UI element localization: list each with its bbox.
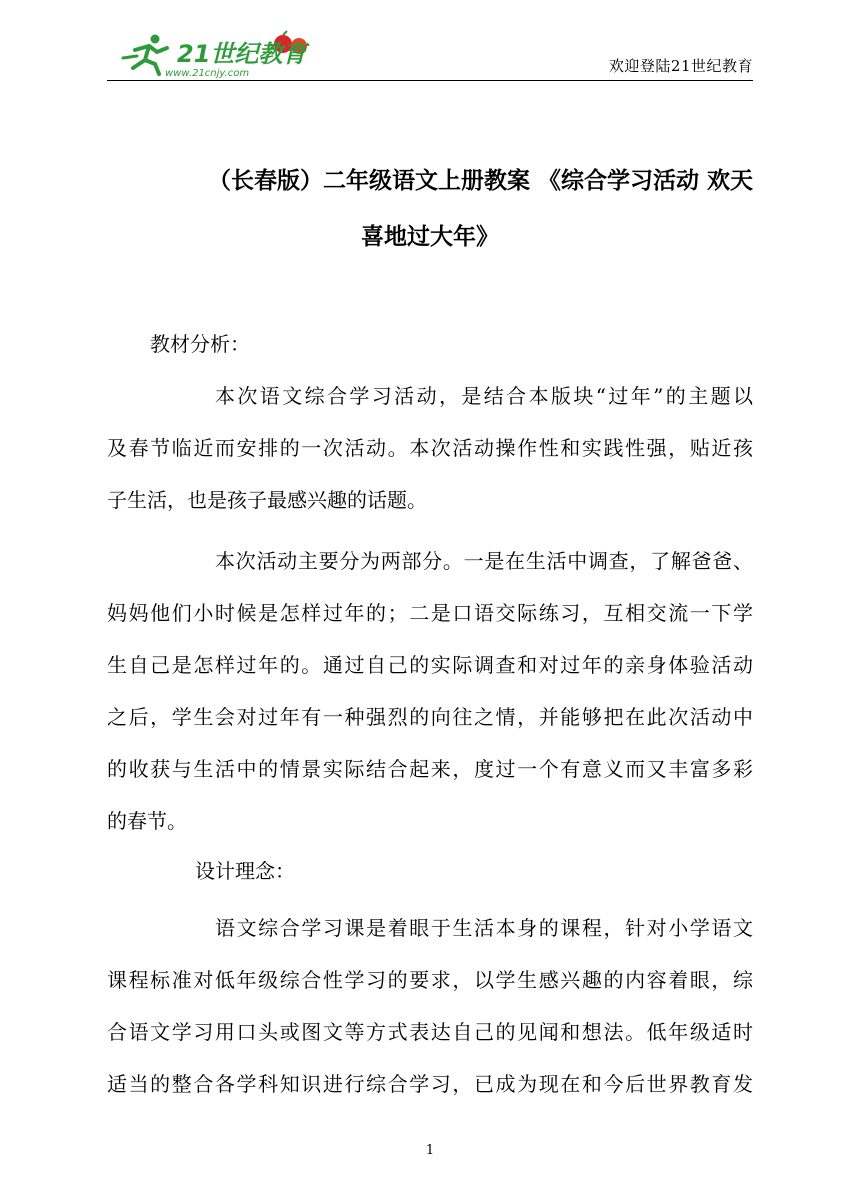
paragraph-analysis-1 (107, 370, 753, 526)
logo-figure-body (133, 46, 167, 74)
document-title-line-1: （长春版）二年级语文上册教案 《综合学习活动 欢天 (207, 168, 753, 194)
paragraph-line: 本次语文综合学习活动，是结合本版块“过年”的主题以 (215, 384, 753, 408)
paragraph-line: 子生活，也是孩子最感兴趣的话题。 (107, 488, 427, 512)
paragraph-line: 及春节临近而安排的一次活动。本次活动操作性和实践性强，贴近孩 (107, 436, 753, 460)
paragraph-line: 语文综合学习课是着眼于生活本身的课程，针对小学语文 (215, 916, 753, 940)
section-heading-design: 设计理念： (195, 859, 295, 883)
paragraph-line: 的春节。 (107, 809, 187, 833)
paragraph-line: 适当的整合各学科知识进行综合学习，已成为现在和今后世界教育发 (107, 1072, 753, 1096)
document-title-line-2: 喜地过大年》 (361, 224, 499, 250)
logo-text: 21世纪教育 (177, 40, 307, 68)
paragraph-line: 课程标准对低年级综合性学习的要求，以学生感兴趣的内容着眼，综 (107, 968, 753, 992)
welcome-text: 欢迎登陆21世纪教育 (608, 57, 753, 75)
paragraph-line: 之后，学生会对过年有一种强烈的向往之情，并能够把在此次活动中 (107, 705, 753, 729)
paragraph-design-1 (107, 902, 753, 1110)
logo-url-text: www.21cnjy.com (165, 68, 250, 78)
paragraph-line: 的收获与生活中的情景实际结合起来，度过一个有意义而又丰富多彩 (107, 757, 753, 781)
site-logo (115, 30, 315, 78)
paragraph-line: 本次活动主要分为两部分。一是在生活中调查，了解爸爸、 (215, 549, 753, 573)
paragraph-line: 生自己是怎样过年的。通过自己的实际调查和对过年的亲身体验活动 (107, 653, 753, 677)
paragraph-line: 妈妈他们小时候是怎样过年的；二是口语交际练习，互相交流一下学 (107, 601, 753, 625)
logo-figure-head (151, 35, 160, 44)
section-heading-analysis: 教材分析： (150, 332, 250, 356)
page-header (107, 28, 753, 81)
page-number: 1 (425, 1143, 435, 1158)
paragraph-line: 合语文学习用口头或图文等方式表达自己的见闻和想法。低年级适时 (107, 1020, 753, 1044)
paragraph-analysis-2 (107, 535, 753, 847)
